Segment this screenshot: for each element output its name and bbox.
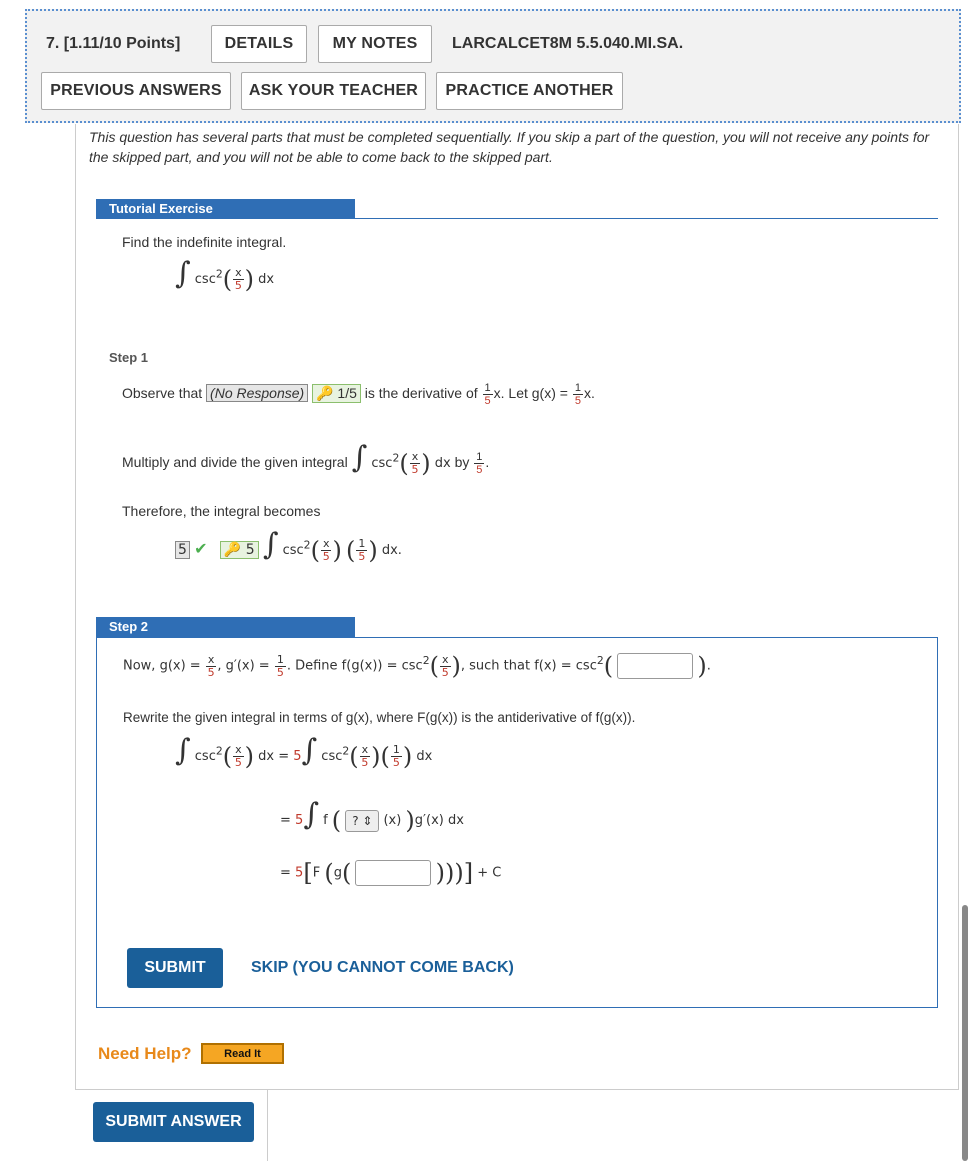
no-response-box: (No Response): [206, 384, 308, 402]
step1-observe-line: Observe that (No Response) 🔑 1/5 is the derivative of $\frac{1}{5}$ x. Let g(x) = $\frac{1}{5}$ x.: [122, 382, 595, 407]
gprime-text: , g′(x) =: [217, 658, 270, 674]
ask-teacher-button[interactable]: ASK YOUR TEACHER: [241, 72, 426, 110]
check-icon: ✔: [194, 539, 208, 558]
multiply-text: Multiply and divide the given integral: [122, 454, 348, 470]
footer-divider: [267, 1089, 268, 1161]
tutorial-prompt: Find the indefinite integral.: [122, 234, 287, 250]
rewrite-eq-3: = 5[F (g( )))] + C: [280, 859, 502, 887]
derivative-text: is the derivative of: [364, 385, 478, 402]
details-button[interactable]: DETAILS: [211, 25, 307, 63]
my-notes-button[interactable]: MY NOTES: [318, 25, 432, 63]
key-answer-1: 🔑 1/5: [312, 384, 361, 403]
tutorial-tab: Tutorial Exercise: [96, 199, 355, 219]
integral-expression: ∫ $\csc^2$( $\frac{x}{5}$ ) dx: [175, 256, 275, 294]
rewrite-text: Rewrite the given integral in terms of g(x), where F(g(x)) is the antiderivative of f(g(x)).: [123, 710, 636, 725]
such-text: , such that f(x) = csc: [460, 658, 597, 674]
rewrite-eq-2: = 5∫ f ( ? ⇕ (x) )g′(x) dx: [280, 797, 464, 835]
therefore-text: Therefore, the integral becomes: [122, 503, 321, 519]
by-text: by: [454, 454, 470, 470]
step1-answer-line: 5 ✔ 🔑 5 ∫ $\csc^2$( $\frac{x}{5}$ ) ( $\frac{1}{5}$ ) dx.: [175, 527, 402, 565]
scrollbar[interactable]: [962, 905, 968, 1161]
now-text: Now, g(x) =: [123, 658, 201, 674]
submit-button[interactable]: SUBMIT: [127, 948, 223, 988]
define-text: . Define f(g(x)) = csc: [286, 658, 423, 674]
practice-another-button[interactable]: PRACTICE ANOTHER: [436, 72, 623, 110]
need-help-label: Need Help?: [98, 1044, 192, 1063]
key-value: 1/5: [337, 385, 357, 402]
submit-answer-button[interactable]: SUBMIT ANSWER: [93, 1102, 254, 1142]
step2-now-line: Now, g(x) = $\frac{x}{5}$ , g′(x) = $\frac{1}{5}$ . Define $f(g(x)) = \csc^2$( $\frac{x}{5}$ ), such that $f(x) = \csc^2$( ).: [123, 652, 711, 680]
question-number: 7. [1.11/10 Points]: [46, 35, 181, 52]
previous-answers-button[interactable]: PREVIOUS ANSWERS: [41, 72, 231, 110]
sequential-notice: This question has several parts that must be completed sequentially. If you skip a part of the question, you will not receive any points for the skipped part, and you will not be able to come back to the skipped part.: [89, 129, 930, 165]
panel-bottom: [75, 1089, 959, 1090]
g-input[interactable]: [355, 860, 431, 886]
g-select[interactable]: ? ⇕: [345, 810, 379, 832]
step1-title: Step 1: [109, 350, 149, 365]
rewrite-eq-1: ∫ $\csc^2$( $\frac{x}{5}$ ) dx = 5∫ $\csc^2$( $\frac{x}{5}$ )( $\frac{1}{5}$ ) dx: [175, 733, 433, 771]
answer-box[interactable]: 5: [175, 541, 190, 559]
tutorial-divider: [355, 218, 938, 219]
step2-tab: Step 2: [96, 617, 355, 637]
problem-id: LARCALCET8M 5.5.040.MI.SA.: [452, 35, 684, 52]
fx-input[interactable]: [617, 653, 693, 679]
skip-link[interactable]: SKIP (YOU CANNOT COME BACK): [251, 959, 514, 976]
read-it-button[interactable]: Read It: [201, 1043, 284, 1064]
let-text: x. Let g(x) =: [493, 385, 568, 402]
key-answer-2: 🔑 5: [220, 541, 259, 559]
multiply-line: Multiply and divide the given integral ∫ $\csc^2$( $\frac{x}{5}$ ) dx by $\frac{1}{5}$ .: [122, 440, 490, 478]
observe-text: Observe that: [122, 385, 203, 402]
